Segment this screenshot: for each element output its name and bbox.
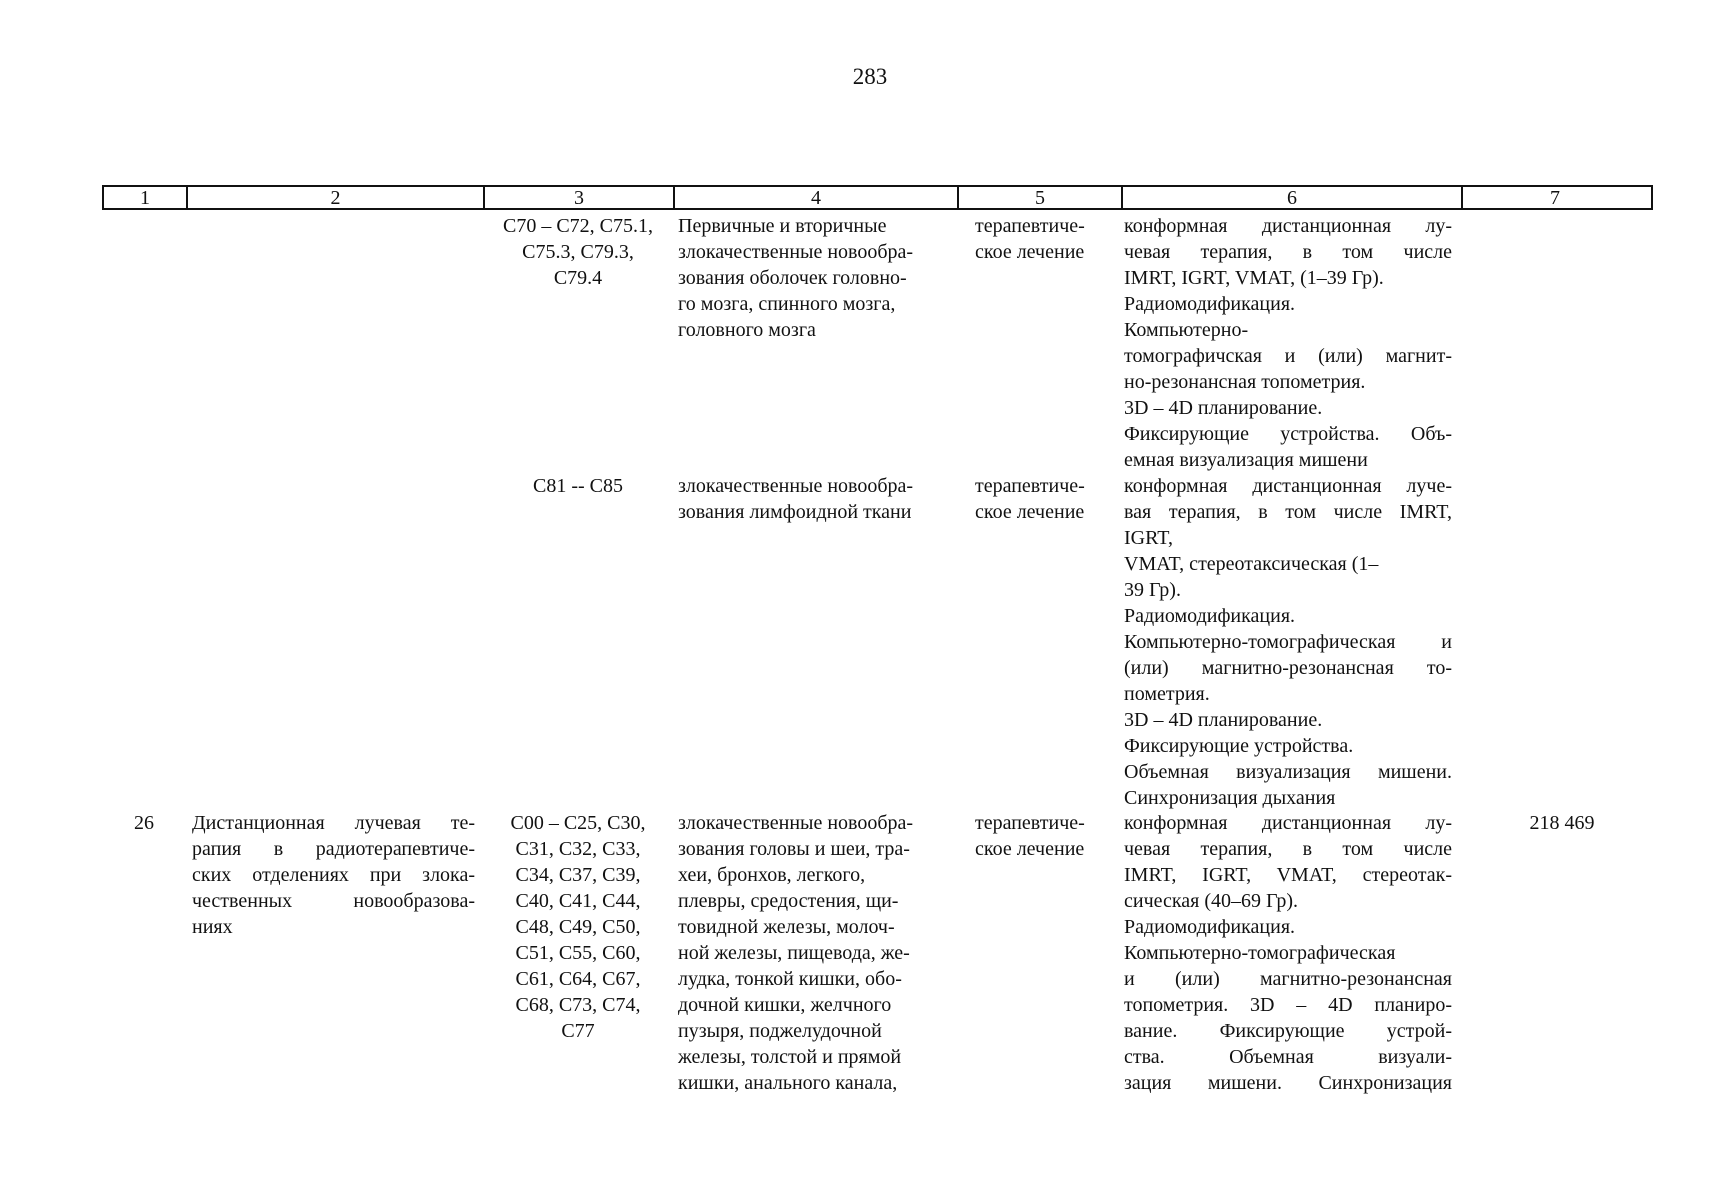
method-line: чевая терапия, в том числе [1124,241,1452,263]
service-name [192,810,475,940]
diagnosis-line: плевры, средостения, щи- [678,890,899,912]
diagnosis-line: Первичные и вторичные [678,215,887,237]
method-line: Компьютерно-томографическая [1124,942,1396,964]
diagnosis-line: кишки, анального канала, [678,1072,898,1094]
diagnosis-line: злокачественные новообра- [678,475,914,497]
diagnosis-line: ной железы, пищевода, же- [678,942,910,964]
block1-treatment-type [975,213,1125,265]
price-value: 218 469 [1529,812,1595,834]
method-line: IMRT, IGRT, VMAT, (1–39 Гр). [1124,267,1384,289]
service-name-line: ских отделениях при злока- [192,864,475,886]
row-number: 26 [134,812,154,834]
treatment-line: терапевтиче- [975,812,1085,834]
diagnosis-line: железы, толстой и прямой [678,1046,902,1068]
treatment-line: ское лечение [975,241,1085,263]
block3-icd-codes [488,810,668,1044]
block2-method [1124,473,1452,811]
diagnosis-line: товидной железы, молоч- [678,916,895,938]
treatment-line: терапевтиче- [975,475,1085,497]
icd-code-line: C00 – C25, C30, [510,812,646,834]
diagnosis-line: го мозга, спинного мозга, [678,293,896,315]
method-line: Объемная визуализация мишени. [1124,761,1452,783]
service-name-line: рапия в радиотерапевтиче- [192,838,475,860]
icd-code-line: C75.3, C79.3, [522,241,634,263]
method-line: (или) магнитно-резонансная то- [1124,657,1452,679]
method-line: томографичская и (или) магнит- [1124,345,1452,367]
method-line: конформная дистанционная лу- [1124,812,1452,834]
block2-icd-codes [488,473,668,499]
treatment-line: ское лечение [975,501,1085,523]
diagnosis-line: дочной кишки, желчного [678,994,892,1016]
method-line: Синхронизация дыхания [1124,787,1336,809]
method-line: зация мишени. Синхронизация [1124,1072,1452,1094]
method-line: Фиксирующие устройства. Объ- [1124,423,1452,445]
block1-diagnosis [678,213,953,343]
icd-code-line: C51, C55, C60, [515,942,641,964]
method-line: чевая терапия, в том числе [1124,838,1452,860]
method-line: IMRT, IGRT, VMAT, стереотак- [1124,864,1452,886]
table-header-row [102,185,1653,210]
method-line: емная визуализация мишени [1124,449,1368,471]
diagnosis-line: головного мозга [678,319,816,341]
method-line: конформная дистанционная луче- [1124,475,1452,497]
block3-diagnosis [678,810,953,1096]
diagnosis-line: злокачественные новообра- [678,241,914,263]
icd-code-line: C34, C37, C39, [515,864,641,886]
column-number-2: 2 [188,187,485,210]
method-line: ства. Объемная визуали- [1124,1046,1452,1068]
diagnosis-line: зования оболочек головно- [678,267,907,289]
block3-method [1124,810,1452,1096]
method-line: топометрия. 3D – 4D планиро- [1124,994,1452,1016]
block1-icd-codes [488,213,668,291]
treatment-line: ское лечение [975,838,1085,860]
block2-treatment-type [975,473,1125,525]
method-line: пометрия. [1124,683,1210,705]
icd-code-line: C77 [561,1020,595,1042]
method-line: IGRT, [1124,527,1173,549]
method-line: Радиомодификация. [1124,605,1296,627]
column-number-7: 7 [1550,187,1560,209]
method-line: Компьютерно-томографическая и [1124,631,1452,653]
page-number: 283 [852,64,888,89]
method-line: 3D – 4D планирование. [1124,709,1323,731]
method-line: но-резонансная топометрия. [1124,371,1366,393]
method-line: Радиомодификация. [1124,916,1296,938]
method-line: вая терапия, в том числе IMRT, [1124,501,1452,523]
service-name-line: Дистанционная лучевая те- [192,812,475,834]
method-line: вание. Фиксирующие устрой- [1124,1020,1452,1042]
diagnosis-line: хеи, бронхов, легкого, [678,864,866,886]
icd-code-line: C40, C41, C44, [515,890,641,912]
method-line: Компьютерно- [1124,319,1249,341]
column-number-3: 3 [485,187,675,210]
block1-method [1124,213,1452,473]
method-line: VMAT, стереотаксическая (1– [1124,553,1379,575]
method-line: Фиксирующие устройства. [1124,735,1354,757]
column-number-4: 4 [675,187,959,210]
column-number-5: 5 [959,187,1123,210]
service-name-line: чественных новообразова- [192,890,475,912]
icd-code-line: C68, C73, C74, [515,994,641,1016]
method-line: и (или) магнитно-резонансная [1124,968,1452,990]
block2-diagnosis [678,473,953,525]
diagnosis-line: лудка, тонкой кишки, обо- [678,968,902,990]
method-line: 3D – 4D планирование. [1124,397,1323,419]
diagnosis-line: злокачественные новообра- [678,812,914,834]
column-number-1: 1 [104,187,188,210]
method-line: Радиомодификация. [1124,293,1296,315]
diagnosis-line: зования головы и шеи, тра- [678,838,910,860]
icd-code-line: C31, C32, C33, [515,838,641,860]
column-number-6: 6 [1123,187,1463,210]
icd-code-line: C70 – C72, C75.1, [502,215,654,237]
method-line: сическая (40–69 Гр). [1124,890,1299,912]
service-name-line: ниях [192,916,233,938]
method-line: конформная дистанционная лу- [1124,215,1452,237]
treatment-line: терапевтиче- [975,215,1085,237]
icd-code-line: C81 -- C85 [533,475,623,497]
diagnosis-line: пузыря, поджелудочной [678,1020,882,1042]
icd-code-line: C48, C49, C50, [515,916,641,938]
block3-treatment-type [975,810,1125,862]
diagnosis-line: зования лимфоидной ткани [678,501,912,523]
icd-code-line: C79.4 [553,267,603,289]
method-line: 39 Гр). [1124,579,1181,601]
icd-code-line: C61, C64, C67, [515,968,641,990]
